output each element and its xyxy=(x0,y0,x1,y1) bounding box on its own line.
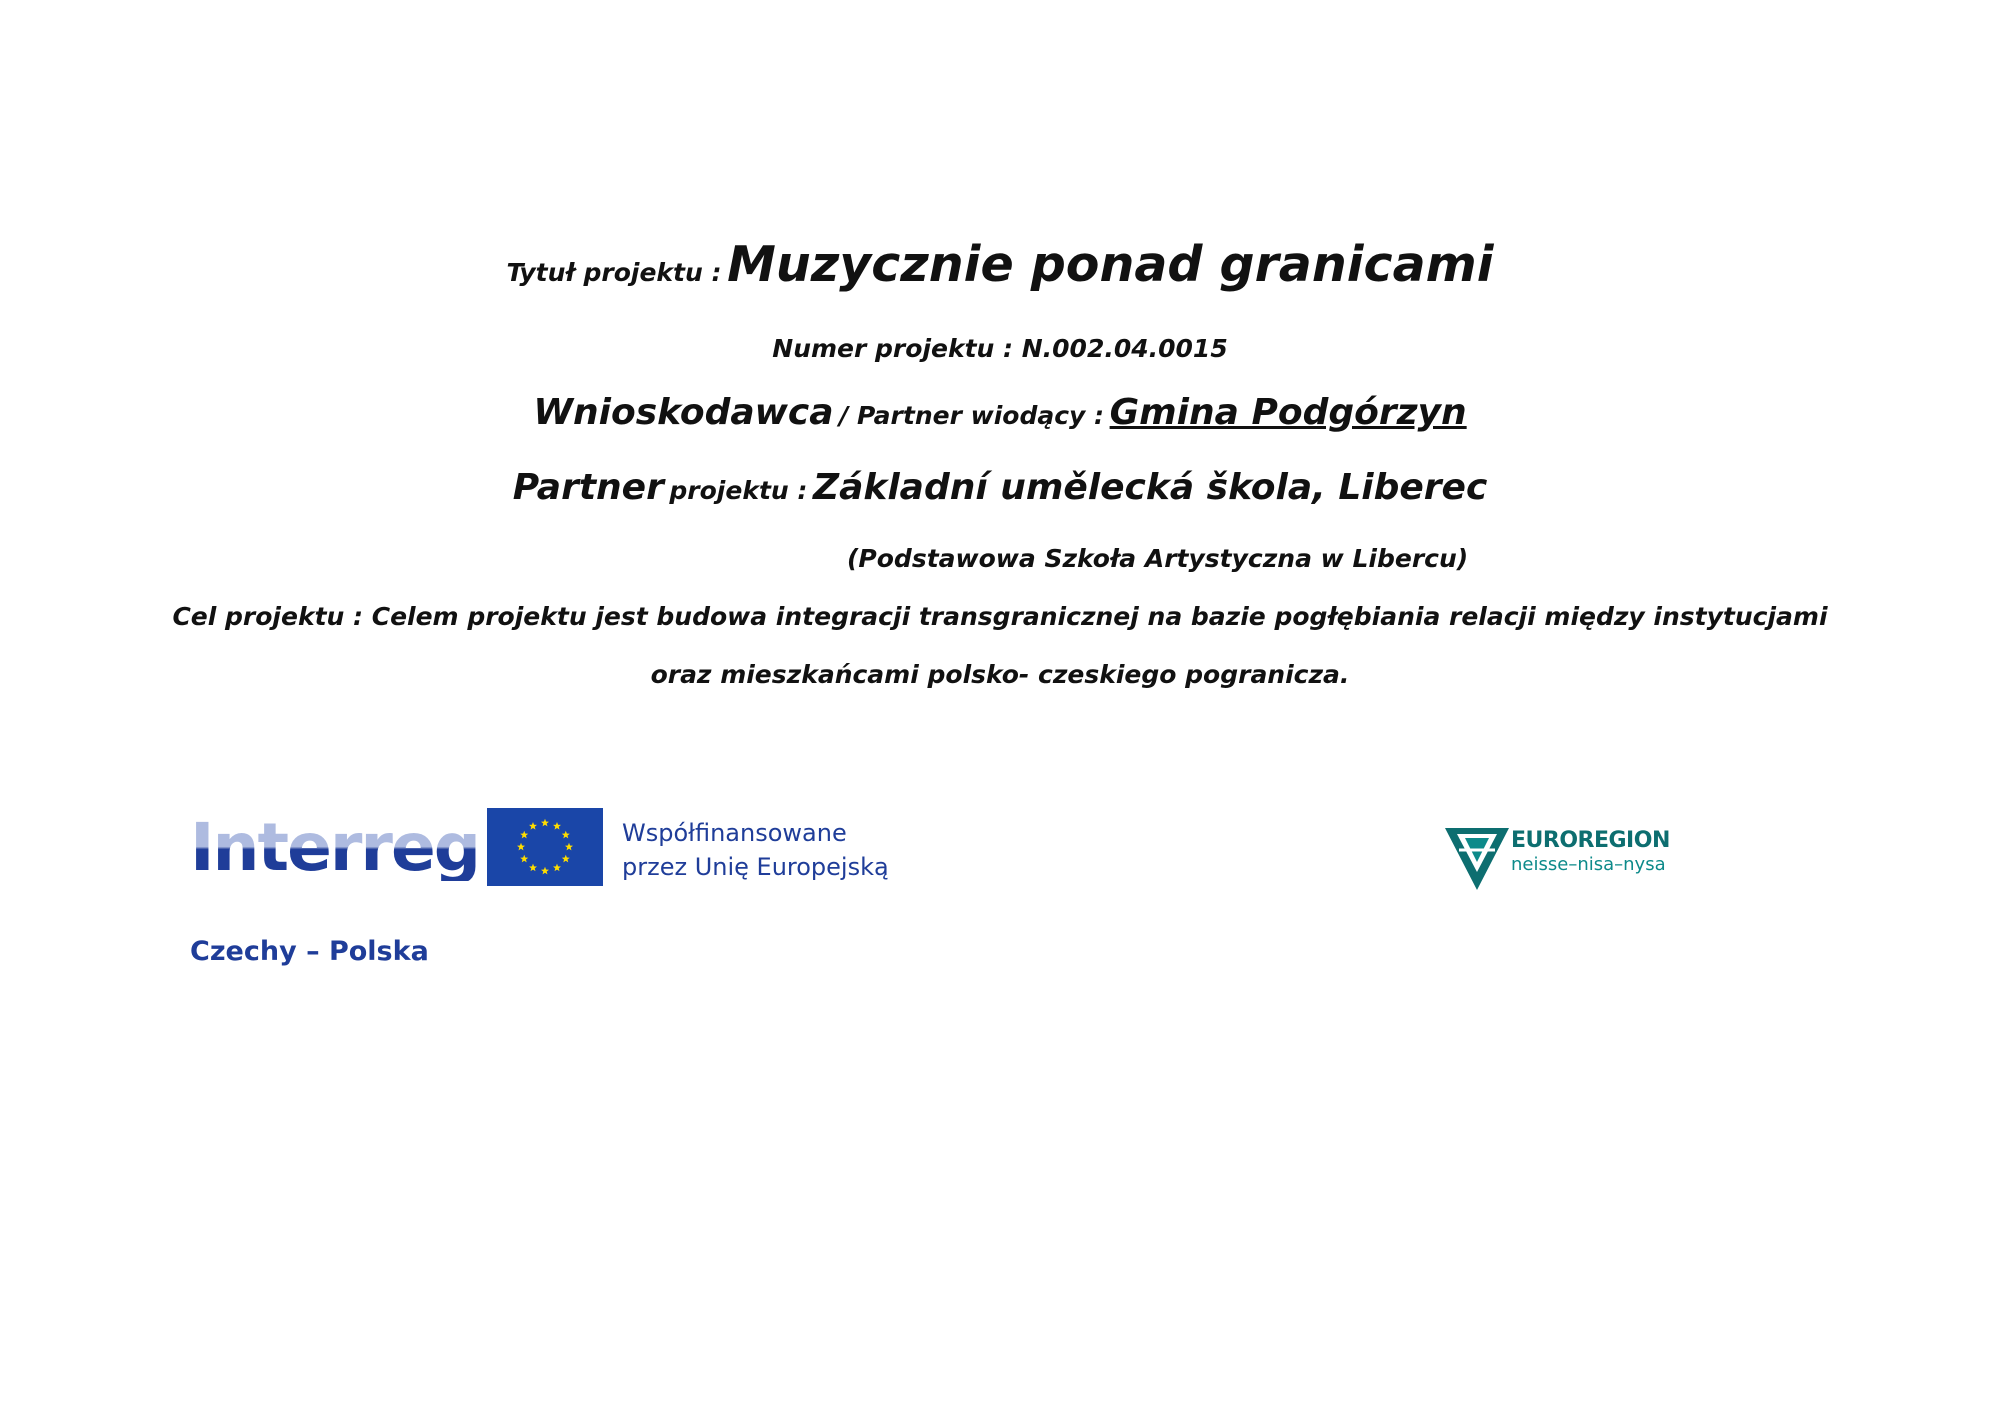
eu-star-icon xyxy=(565,843,573,851)
euroregion-mark-icon xyxy=(1445,828,1509,890)
applicant-line xyxy=(0,392,2000,433)
eu-cofinanced-text xyxy=(622,816,889,884)
eu-star-icon xyxy=(529,864,537,872)
project-title-label: Tytuł projektu : xyxy=(506,258,722,287)
interreg-wordmark: Interreg xyxy=(190,809,479,886)
partner-translation: (Podstawowa Szkoła Artystyczna w Libercu) xyxy=(847,544,1469,573)
eu-text-line-1: Współfinansowane xyxy=(622,819,847,847)
eu-flag-icon xyxy=(487,808,603,886)
eu-star-icon xyxy=(562,831,570,839)
eu-text-line-2: przez Unię Europejską xyxy=(622,853,889,881)
euroregion-title: EUROREGION xyxy=(1511,828,1670,853)
euroregion-subtitle: neisse–nisa–nysa xyxy=(1511,854,1666,875)
project-title-value: Muzycznie ponad granicami xyxy=(727,236,1494,293)
partner-label-suffix: projektu : xyxy=(669,476,808,505)
eu-stars-icon xyxy=(487,808,603,886)
project-goal-line-1: Cel projektu : Celem projektu jest budowa integracji transgranicznej na bazie pogłębiania relacji między instytucjami xyxy=(172,602,1828,631)
applicant-value: Gmina Podgórzyn xyxy=(1109,392,1467,433)
lead-partner-label: / Partner wiodący : xyxy=(839,401,1105,430)
eu-star-icon xyxy=(562,855,570,863)
eu-star-icon xyxy=(541,819,549,827)
eu-star-icon xyxy=(553,864,561,872)
interreg-logo xyxy=(190,809,479,886)
eu-star-icon xyxy=(517,843,525,851)
eu-star-icon xyxy=(541,867,549,875)
applicant-label: Wnioskodawca xyxy=(533,392,834,433)
partner-line xyxy=(0,467,2000,508)
eu-star-icon xyxy=(520,831,528,839)
project-title-line xyxy=(0,236,2000,293)
interreg-program-name: Czechy – Polska xyxy=(190,936,429,967)
partner-value: Základní umělecká škola, Liberec xyxy=(813,467,1488,508)
eu-star-icon xyxy=(529,822,537,830)
project-number: Numer projektu : N.002.04.0015 xyxy=(772,334,1228,363)
eu-star-icon xyxy=(553,822,561,830)
partner-label: Partner xyxy=(512,467,664,508)
project-goal-line-2: oraz mieszkańcami polsko- czeskiego pogranicza. xyxy=(650,660,1350,689)
eu-star-icon xyxy=(520,855,528,863)
